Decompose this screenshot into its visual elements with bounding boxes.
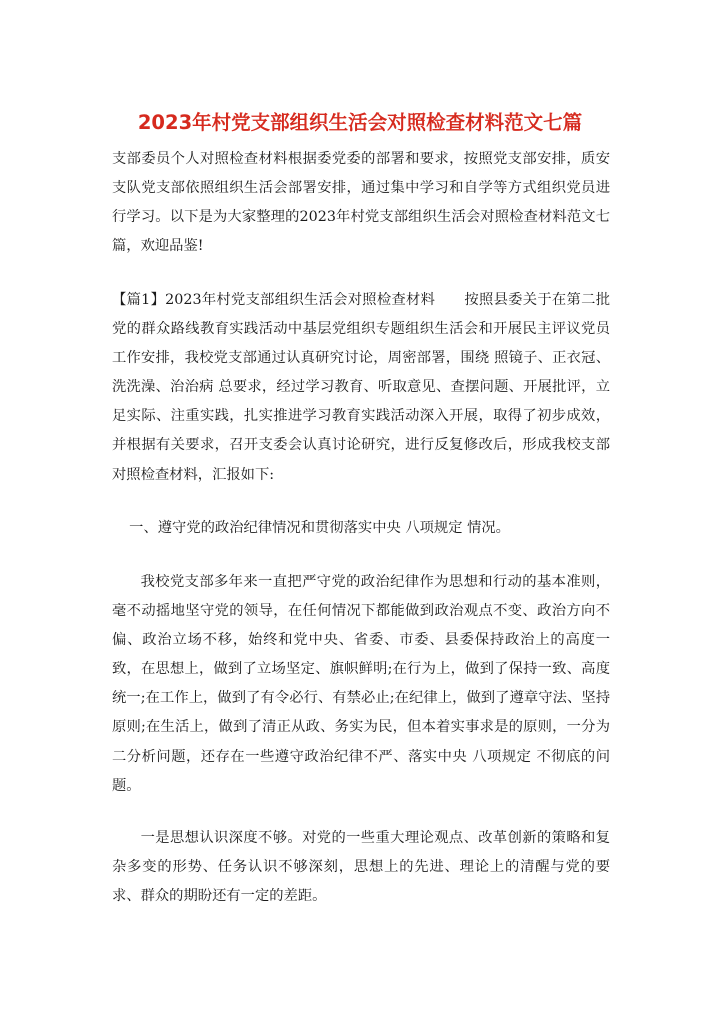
intro-paragraph: 支部委员个人对照检查材料根据委党委的部署和要求，按照党支部安排，质安支队党支部依照组织生活会部署安排，通过集中学习和自学等方式组织党员进行学习。以下是为大家整理的2023年村党支部组织生活会对照检查材料范文七篇，欢迎品鉴!: [112, 151, 610, 255]
point1-paragraph: 一是思想认识深度不够。对党的一些重大理论观点、改革创新的策略和复杂多变的形势、任务认识不够深刻，思想上的先进、理论上的清醒与党的要求、群众的期盼还有一定的差距。: [112, 830, 610, 905]
section1-body-paragraph: 我校党支部多年来一直把严守党的政治纪律作为思想和行动的基本准则，毫不动摇地坚守党的领导，在任何情况下都能做到政治观点不变、政治方向不偏、政治立场不移，始终和党中央、省委、市委、县委保持政治上的高度一致，在思想上，做到了立场坚定、旗帜鲜明;在行为上，做到了保持一致、高度统一;在工作上，做到了有令必行、有禁必止;在纪律上，做到了遵章守法、坚持原则;在生活上，做到了清正从政、务实为民，但本着实事求是的原则，一分为二分析问题，还存在一些遵守政治纪律不严、落实中央 八项规定 不彻底的问题。: [112, 574, 610, 794]
piece1-intro-paragraph: 【篇1】2023年村党支部组织生活会对照检查材料 按照县委关于在第二批党的群众路线教育实践活动中基层党组织专题组织生活会和开展民主评议党员工作安排，我校党支部通过认真研究讨论，周密部署，围绕 照镜子、正衣冠、洗洗澡、治治病 总要求，经过学习教育、听取意见、查摆问题、开展批评，立足实际、注重实践，扎实推进学习教育实践活动深入开展，取得了初步成效，并根据有关要求，召开支委会认真讨论研究，进行反复修改后，形成我校支部对照检查材料，汇报如下:: [112, 292, 610, 483]
section1-heading: 一、遵守党的政治纪律情况和贯彻落实中央 八项规定 情况。: [129, 520, 510, 536]
document-title: 2023年村党支部组织生活会对照检查材料范文七篇: [137, 111, 583, 134]
